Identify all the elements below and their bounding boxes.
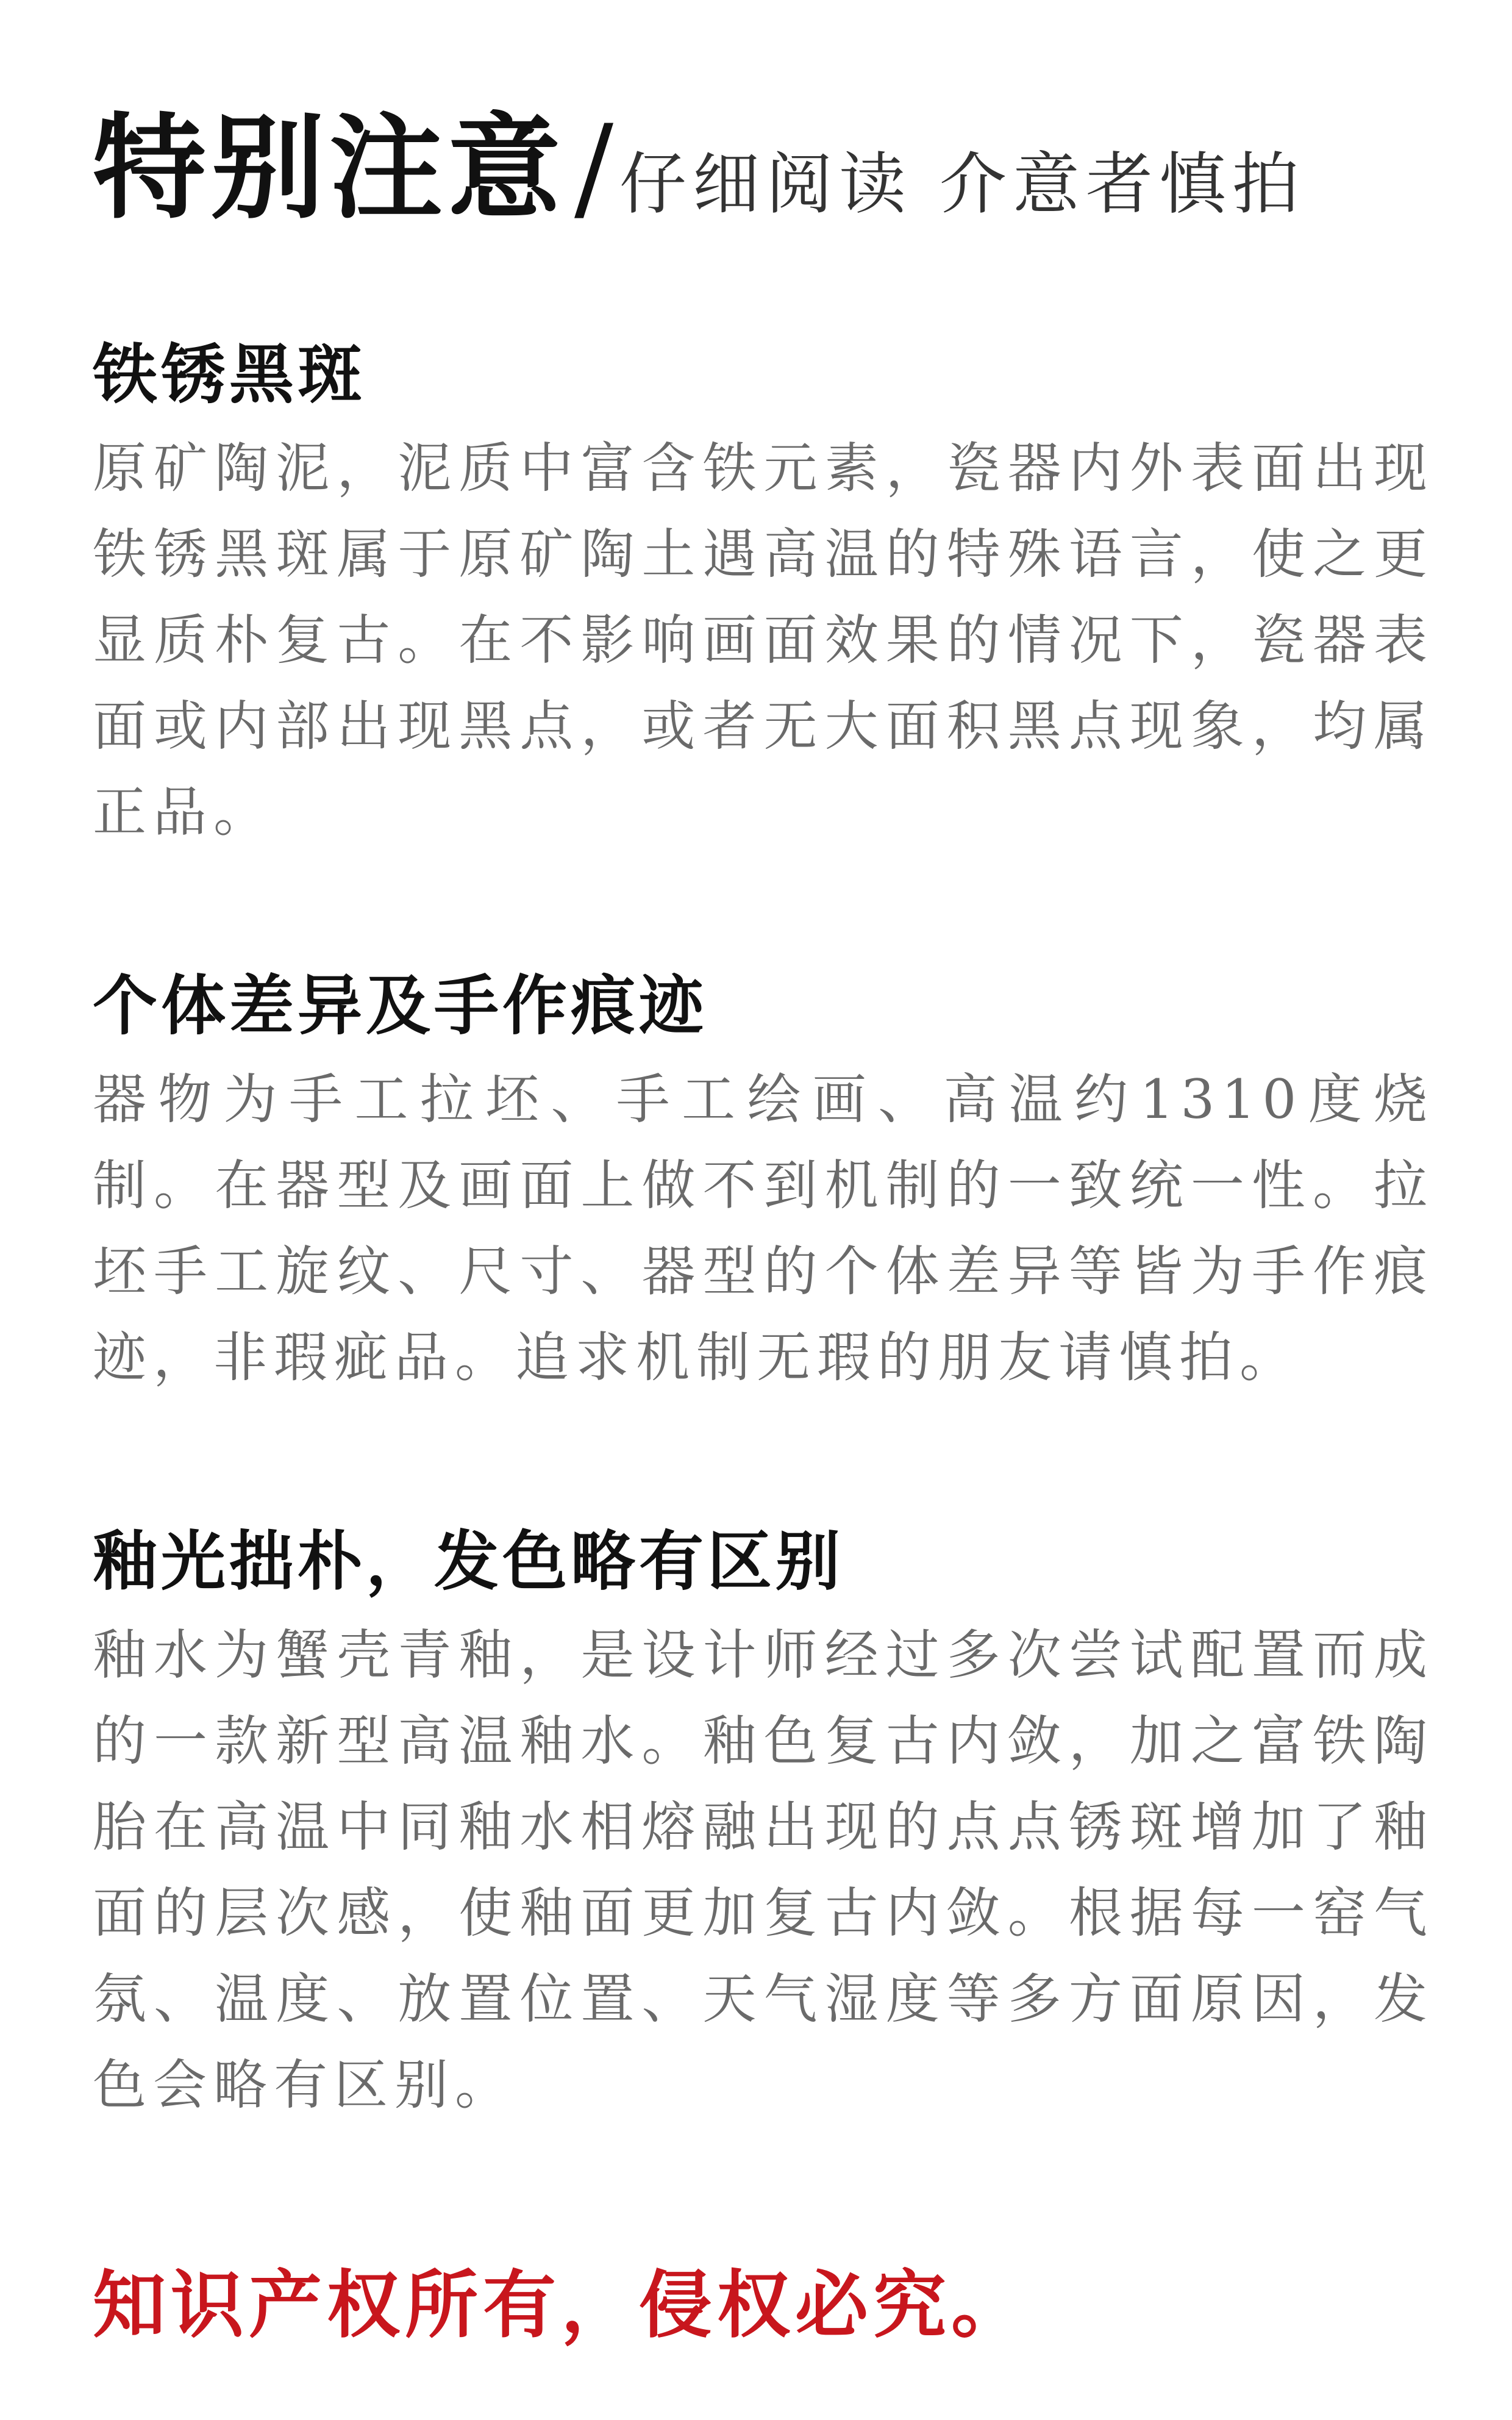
- section-body: 原矿陶泥，泥质中富含铁元素，瓷器内外表面出现铁锈黑斑属于原矿陶土遇高温的特殊语言，使之更显质朴复古。在不影响画面效果的情况下，瓷器表面或内部出现黑点，或者无大面积黑点现象，均属正品。: [93, 437, 1434, 844]
- section-title: 个体差异及手作痕迹: [93, 967, 707, 1044]
- section-title: 铁锈黑斑: [93, 336, 366, 412]
- section-glaze-color: [93, 1522, 1434, 2128]
- section-body: 器物为手工拉坯、手工绘画、高温约1310度烧制。在器型及画面上做不到机制的一致统一性。拉坯手工旋纹、尺寸、器型的个体差异等皆为手作痕迹，非瑕疵品。追求机制无瑕的朋友请慎拍。: [93, 1068, 1434, 1389]
- section-title: 釉光拙朴，发色略有区别: [93, 1523, 844, 1599]
- copyright-notice: 知识产权所有，侵权必究。: [93, 2262, 1029, 2348]
- notice-page: [93, 100, 1434, 2348]
- section-body: 釉水为蟹壳青釉，是设计师经过多次尝试配置而成的一款新型高温釉水。釉色复古内敛，加之富铁陶胎在高温中同釉水相熔融出现的点点锈斑增加了釉面的层次感，使釉面更加复古内敛。根据每一窑气氛、温度、放置位置、天气湿度等多方面原因，发色会略有区别。: [93, 1623, 1434, 2117]
- section-iron-rust-spots: [93, 335, 1434, 855]
- page-subtitle: 仔细阅读 介意者慎拍: [619, 145, 1305, 223]
- title-separator: /: [574, 100, 614, 235]
- page-header: [93, 100, 1434, 244]
- section-handmade-differences: [93, 967, 1434, 1400]
- page-title: 特别注意: [93, 101, 566, 234]
